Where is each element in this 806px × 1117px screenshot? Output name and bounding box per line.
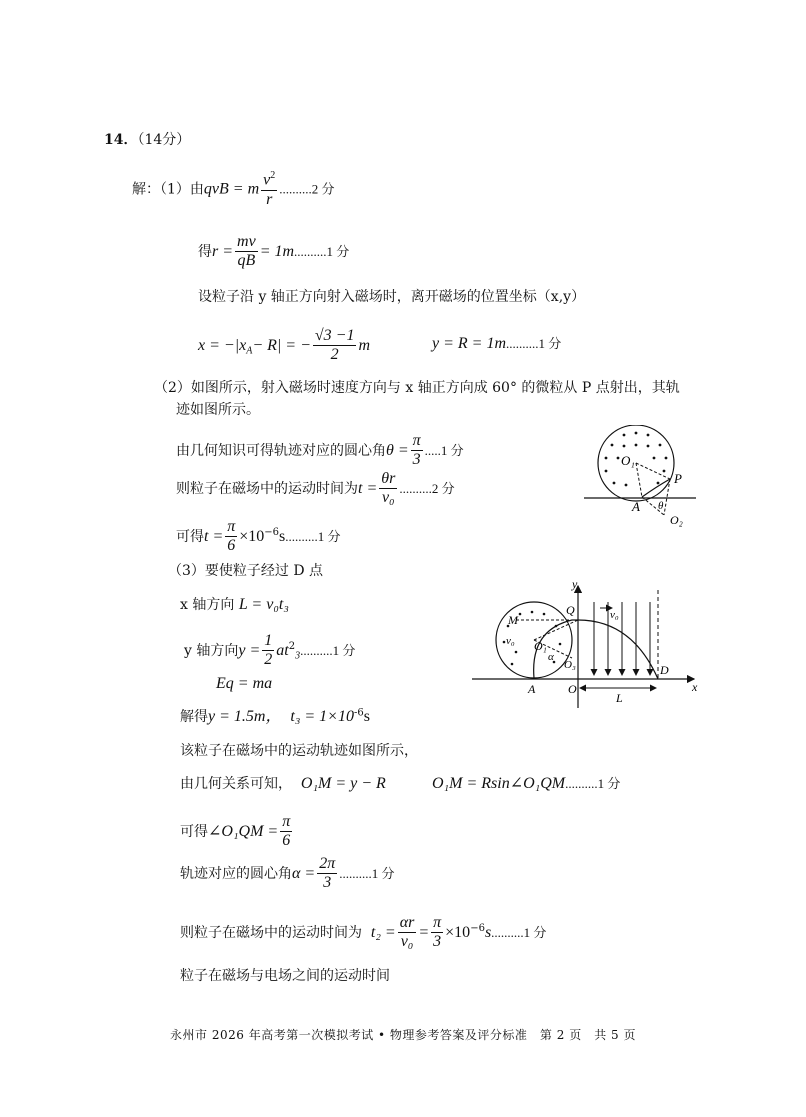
- part3-track: 该粒子在磁场中的运动轨迹如图所示，: [180, 743, 418, 759]
- part3-time: 则粒子在磁场中的运动时间为 t₂ = $\frac{\alpha r}{\text{v₀}}$ = $\frac{\pi}{3}$ $\times 10^{-6}s..........1$ 分: [180, 914, 547, 951]
- label-alpha: α: [548, 651, 554, 663]
- part3-geom-eq2: O₁M = Rsin∠O₁QM..........1 分: [432, 775, 621, 792]
- label-O2: O₂: [670, 513, 683, 527]
- label-D: D: [660, 663, 669, 677]
- part2-line2: 则粒子在磁场中的运动时间为t = $\frac{\theta r}{\text{v₀}}$ ..........2 分: [176, 470, 455, 507]
- fraction: $\frac{\pi}{3}$: [433, 914, 442, 951]
- part3-y-eq: y 轴方向y = $\frac{1}{2}$ $at^2_3..........1$ 分: [184, 632, 356, 669]
- label-v0-top: v₀: [610, 609, 619, 621]
- label-O3: O₃: [564, 659, 576, 671]
- part3-label: （3）要使粒子经过 D 点: [168, 563, 324, 579]
- fraction: $\frac{1}{2}$: [264, 632, 273, 669]
- part3-then: 可得∠O₁QM = $\frac{\pi}{6}$: [180, 813, 291, 850]
- label-P: P: [674, 471, 682, 486]
- part2-label: （2）如图所示，射入磁场时速度方向与 x 轴正方向成 60° 的微粒从 P 点射出，其轨: [154, 380, 680, 396]
- problem-points: （14分）: [137, 132, 191, 148]
- part1-assume: 设粒子沿 y 轴正方向射入磁场时，离开磁场的位置坐标（x,y）: [198, 289, 586, 305]
- label-M: M: [508, 613, 518, 627]
- fraction: $\frac{\pi}{6}$: [282, 813, 291, 850]
- part1-eq3-y: y = R = 1m..........1 分: [432, 335, 562, 352]
- fraction: $\frac{√3 -1}{2}$: [314, 327, 355, 364]
- part3-geom: 由几何关系可知， O₁M = y − R: [180, 775, 386, 792]
- trajectory: [534, 620, 658, 679]
- part3-x-eq: x 轴方向 L = v₀t₃: [180, 596, 289, 613]
- label-x: x: [692, 680, 698, 694]
- label-v0-left: v₀: [506, 635, 515, 647]
- fraction: $\frac{\alpha r}{\text{v₀}}$: [399, 914, 415, 951]
- label-O1: O₁: [621, 453, 635, 468]
- fraction: $\frac{\pi}{6}$: [227, 518, 236, 555]
- part1-eq2: 得r = $\frac{mv}{qB}$ = 1m..........1 分: [198, 233, 350, 270]
- fraction: $\frac{\pi}{3}$: [412, 432, 421, 469]
- problem-number: 14．: [104, 132, 138, 148]
- field-dots: [605, 432, 668, 487]
- trajectory-arc: [642, 479, 670, 497]
- part2-label-cont: 迹如图所示。: [176, 402, 260, 418]
- page-footer: 永州市 2026 年高考第一次模拟考试 • 物理参考答案及评分标准 第 2 页 共 5 页: [170, 1028, 636, 1042]
- label-O1: O₁: [534, 639, 547, 653]
- part2-line1: 由几何知识可得轨迹对应的圆心角θ = $\frac{\pi}{3}$ .....1 分: [176, 432, 464, 469]
- problem-header: [104, 132, 190, 149]
- part2-line3: 可得t = $\frac{\pi}{6}$ $\times 10^{-6}s..........1$ 分: [176, 518, 341, 555]
- figure-field-diagram: [472, 580, 702, 710]
- figure-circle-trajectory: [584, 425, 696, 533]
- label-L: L: [616, 691, 623, 705]
- fraction: $\frac{mv}{qB}$: [237, 233, 256, 270]
- label-y: y: [572, 580, 578, 591]
- part1-eq1: 解：（1）由qvB = m $\frac{v^2}{r}$ ..........2 分: [132, 170, 335, 208]
- label-O: O: [568, 682, 577, 696]
- fraction: $\frac{2\pi}{3}$: [319, 855, 336, 892]
- label-theta: θ: [658, 500, 664, 512]
- label-A: A: [632, 499, 640, 514]
- fraction: $\frac{v^2}{r}$: [263, 170, 276, 208]
- part1-eq3: $x = -|x_A- R|$ = − $\frac{√3 -1}{2}$ m: [198, 327, 371, 364]
- part3-force-eq: Eq = ma: [216, 675, 273, 692]
- label-Q: Q: [566, 603, 575, 617]
- part3-solve: 解得y = 1.5m， $t_3 = 1\times 10^{-6}s$: [180, 707, 370, 725]
- label-A: A: [528, 682, 536, 696]
- part3-angle: 轨迹对应的圆心角α = $\frac{2\pi}{3}$ ..........1 分: [180, 855, 395, 892]
- fraction: $\frac{\theta r}{\text{v₀}}$: [381, 470, 396, 507]
- part3-last: 粒子在磁场与电场之间的运动时间: [180, 968, 390, 984]
